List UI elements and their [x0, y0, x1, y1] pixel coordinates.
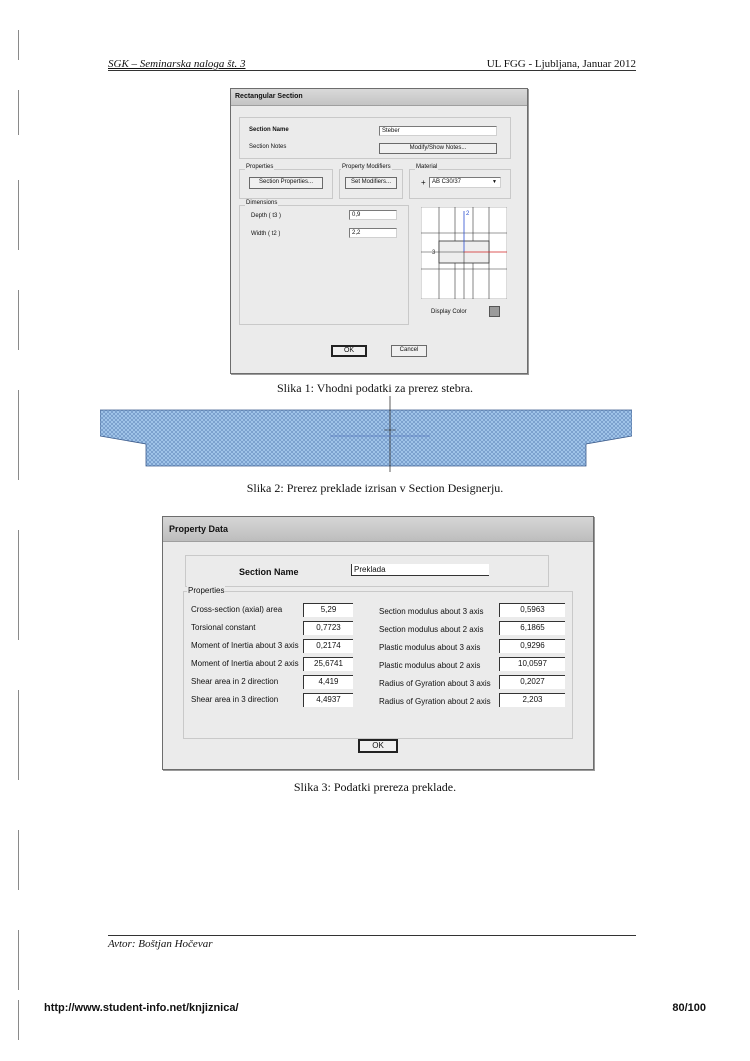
display-color-label: Display Color	[431, 309, 467, 315]
section-name-field: Preklada	[351, 564, 489, 576]
property-label: Radius of Gyration about 3 axis	[379, 679, 491, 688]
section-name-label: Section Name	[239, 567, 299, 577]
header-rule	[108, 70, 636, 71]
binder-mark	[18, 530, 19, 640]
width-label: Width ( t2 )	[251, 231, 281, 237]
section-name-input[interactable]: Steber	[379, 126, 497, 136]
binder-mark	[18, 90, 19, 135]
display-color-swatch[interactable]	[489, 306, 500, 317]
material-select[interactable]: AB C30/37	[429, 177, 501, 188]
rectangular-section-dialog	[230, 88, 528, 374]
binder-mark	[18, 930, 19, 990]
figure1-caption: Slika 1: Vhodni podatki za prerez stebra.	[276, 381, 474, 395]
property-label: Section modulus about 3 axis	[379, 607, 484, 616]
property-value: 6,1865	[499, 621, 565, 635]
dimensions-group	[239, 205, 409, 325]
property-value: 0,7723	[303, 621, 353, 635]
property-value: 2,203	[499, 693, 565, 707]
axis-2-label: 2	[466, 211, 470, 217]
properties-group-label: Properties	[246, 164, 274, 170]
set-modifiers-button[interactable]: Set Modifiers...	[345, 177, 397, 189]
axis-3-label: 3	[432, 250, 436, 256]
property-label: Shear area in 3 direction	[191, 695, 279, 704]
property-label: Cross-section (axial) area	[191, 605, 283, 614]
property-value: 5,29	[303, 603, 353, 617]
dialog-title: Rectangular Section	[231, 89, 527, 106]
footer-rule	[108, 935, 636, 936]
header-left: SGK – Seminarska naloga št. 3	[108, 58, 246, 70]
binder-mark	[18, 180, 19, 250]
section-properties-button[interactable]: Section Properties...	[249, 177, 323, 189]
section-name-label: Section Name	[249, 127, 289, 133]
cancel-button[interactable]: Cancel	[391, 345, 427, 357]
property-data-dialog	[162, 516, 594, 770]
figure2-caption: Slika 2: Prerez preklade izrisan v Section Designerju.	[246, 481, 504, 495]
binder-mark	[18, 390, 19, 480]
binder-mark	[18, 690, 19, 780]
chevron-down-icon[interactable]: ▼	[492, 179, 497, 185]
property-label: Moment of Inertia about 2 axis	[191, 659, 299, 668]
dimensions-group-label: Dimensions	[246, 200, 278, 206]
depth-input[interactable]: 0,9	[349, 210, 397, 220]
property-value: 0,2027	[499, 675, 565, 689]
add-material-icon[interactable]: +	[421, 178, 426, 187]
property-label: Torsional constant	[191, 623, 256, 632]
material-group-label: Material	[416, 164, 438, 170]
property-value: 25,6741	[303, 657, 353, 671]
property-value: 0,2174	[303, 639, 353, 653]
properties-group-label: Properties	[188, 586, 225, 595]
ok-button[interactable]: OK	[358, 739, 398, 753]
dialog-title: Property Data	[163, 517, 593, 542]
ok-button[interactable]: OK	[331, 345, 367, 357]
property-label: Radius of Gyration about 2 axis	[379, 697, 491, 706]
property-value: 0,9296	[499, 639, 565, 653]
property-label: Shear area in 2 direction	[191, 677, 279, 686]
property-value: 4,419	[303, 675, 353, 689]
binder-mark	[18, 1000, 19, 1040]
header-right: UL FGG - Ljubljana, Januar 2012	[486, 58, 636, 70]
property-modifiers-group-label: Property Modifiers	[342, 164, 391, 170]
binder-mark	[18, 290, 19, 350]
depth-label: Depth ( t3 )	[251, 213, 282, 219]
binder-mark	[18, 830, 19, 890]
property-value: 10,0597	[499, 657, 565, 671]
figure3-caption: Slika 3: Podatki prereza preklade.	[293, 780, 457, 794]
width-input[interactable]: 2,2	[349, 228, 397, 238]
property-value: 0,5963	[499, 603, 565, 617]
binder-mark	[18, 30, 19, 60]
footer-author: Avtor: Boštjan Hočevar	[108, 938, 213, 950]
property-label: Plastic modulus about 2 axis	[379, 661, 481, 670]
property-value: 4,4937	[303, 693, 353, 707]
property-label: Section modulus about 2 axis	[379, 625, 484, 634]
footer-url[interactable]: http://www.student-info.net/knjiznica/	[44, 1002, 239, 1014]
property-label: Moment of Inertia about 3 axis	[191, 641, 299, 650]
property-label: Plastic modulus about 3 axis	[379, 643, 481, 652]
beam-section-drawing	[100, 396, 632, 472]
section-preview	[421, 207, 507, 299]
footer-page: 80/100	[672, 1002, 706, 1014]
modify-notes-button[interactable]: Modify/Show Notes...	[379, 143, 497, 154]
section-notes-label: Section Notes	[249, 144, 287, 150]
